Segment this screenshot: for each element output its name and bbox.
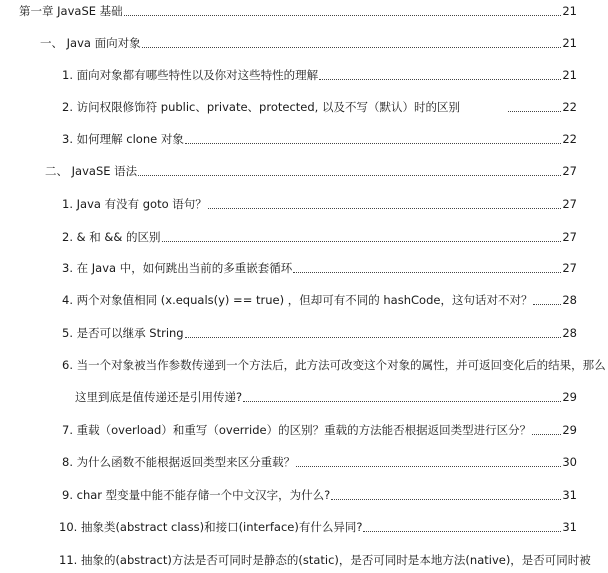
toc-entry-title: 2. & 和 && 的区别 bbox=[62, 230, 161, 244]
toc-entry-title: 2. 访问权限修饰符 public、private、protected, 以及不写（默认）时的区别 bbox=[62, 100, 460, 114]
toc-entry-2-2[interactable] bbox=[62, 227, 577, 247]
toc-entry-title: 6. 当一个对象被当作参数传递到一个方法后，此方法可改变这个对象的属性，并可返回变化后的结果，那么 bbox=[62, 358, 606, 372]
toc-entry-page: 22 bbox=[562, 100, 577, 114]
toc-entry-page: 27 bbox=[562, 261, 577, 275]
toc-entry-title: 7. 重载（overload）和重写（override）的区别？重载的方法能否根据返回类型进行区分？ bbox=[62, 423, 532, 437]
toc-entry-page: 31 bbox=[562, 520, 577, 534]
toc-entry-2-8[interactable] bbox=[62, 452, 577, 472]
toc-entry-page: 29 bbox=[562, 390, 577, 404]
toc-entry-1-2[interactable] bbox=[62, 97, 577, 117]
dot-leader bbox=[293, 272, 561, 273]
toc-entry-page: 29 bbox=[562, 423, 577, 437]
toc-entry-page: 31 bbox=[562, 488, 577, 502]
dot-leader bbox=[208, 208, 562, 209]
toc-entry-page: 21 bbox=[562, 68, 577, 82]
toc-entry-page: 28 bbox=[562, 326, 577, 340]
toc-entry-title: 第一章 JavaSE 基础 bbox=[19, 4, 123, 18]
toc-entry-title: 这里到底是值传递还是引用传递? bbox=[75, 390, 243, 404]
toc-entry-title: 3. 在 Java 中，如何跳出当前的多重嵌套循环 bbox=[62, 261, 293, 275]
toc-entry-2-7[interactable] bbox=[62, 420, 577, 440]
toc-entry-2-6-continued[interactable] bbox=[75, 387, 577, 407]
toc-entry-1-1[interactable] bbox=[62, 65, 577, 85]
toc-entry-title: 8. 为什么函数不能根据返回类型来区分重载？ bbox=[62, 455, 296, 469]
toc-entry-title: 二、 JavaSE 语法 bbox=[45, 164, 138, 178]
dot-leader bbox=[142, 47, 562, 48]
dot-leader bbox=[243, 401, 561, 402]
toc-entry-2-5[interactable] bbox=[62, 323, 577, 343]
dot-leader bbox=[532, 434, 561, 435]
dot-leader bbox=[508, 111, 561, 112]
toc-entry-2-3[interactable] bbox=[62, 258, 577, 278]
toc-entry-2-11[interactable] bbox=[59, 550, 591, 570]
toc-entry-page: 30 bbox=[562, 455, 577, 469]
toc-entry-title: 9. char 型变量中能不能存储一个中文汉字，为什么? bbox=[62, 488, 331, 502]
toc-entry-2-4[interactable] bbox=[62, 290, 577, 310]
dot-leader bbox=[331, 499, 561, 500]
toc-entry-page: 27 bbox=[562, 164, 577, 178]
toc-entry-page: 27 bbox=[562, 230, 577, 244]
dot-leader bbox=[162, 241, 562, 242]
dot-leader bbox=[124, 15, 562, 16]
dot-leader bbox=[363, 531, 561, 532]
toc-entry-title: 一、 Java 面向对象 bbox=[40, 36, 141, 50]
toc-entry-page: 28 bbox=[562, 293, 577, 307]
toc-entry-chapter-1[interactable] bbox=[19, 1, 577, 21]
toc-entry-2-10[interactable] bbox=[59, 517, 577, 537]
toc-entry-title: 5. 是否可以继承 String bbox=[62, 326, 184, 340]
toc-entry-title: 10. 抽象类(abstract class)和接口(interface)有什么异同? bbox=[59, 520, 363, 534]
toc-entry-page: 22 bbox=[562, 132, 577, 146]
toc-entry-section-2[interactable] bbox=[45, 161, 577, 181]
toc-entry-2-6[interactable] bbox=[62, 355, 606, 375]
toc-entry-page: 21 bbox=[562, 4, 577, 18]
toc-entry-title: 3. 如何理解 clone 对象 bbox=[62, 132, 184, 146]
dot-leader bbox=[138, 175, 561, 176]
toc-entry-title: 11. 抽象的(abstract)方法是否可同时是静态的(static)，是否可同时是本地方法(native)，是否可同时被 bbox=[59, 553, 591, 567]
toc-entry-title: 1. 面向对象都有哪些特性以及你对这些特性的理解 bbox=[62, 68, 319, 82]
toc-entry-title: 4. 两个对象值相同 (x.equals(y) == true) ，但却可有不同的 hashCode，这句话对不对？ bbox=[62, 293, 533, 307]
dot-leader bbox=[319, 79, 561, 80]
dot-leader bbox=[185, 143, 562, 144]
toc-entry-section-1[interactable] bbox=[40, 33, 577, 53]
toc-entry-page: 27 bbox=[562, 197, 577, 211]
toc-entry-page: 21 bbox=[562, 36, 577, 50]
dot-leader bbox=[533, 304, 561, 305]
dot-leader bbox=[185, 337, 562, 338]
toc-entry-1-3[interactable] bbox=[62, 129, 577, 149]
toc-entry-2-9[interactable] bbox=[62, 485, 577, 505]
dot-leader bbox=[296, 466, 561, 467]
toc-entry-2-1[interactable] bbox=[62, 194, 577, 214]
toc-entry-title: 1. Java 有没有 goto 语句？ bbox=[62, 197, 207, 211]
